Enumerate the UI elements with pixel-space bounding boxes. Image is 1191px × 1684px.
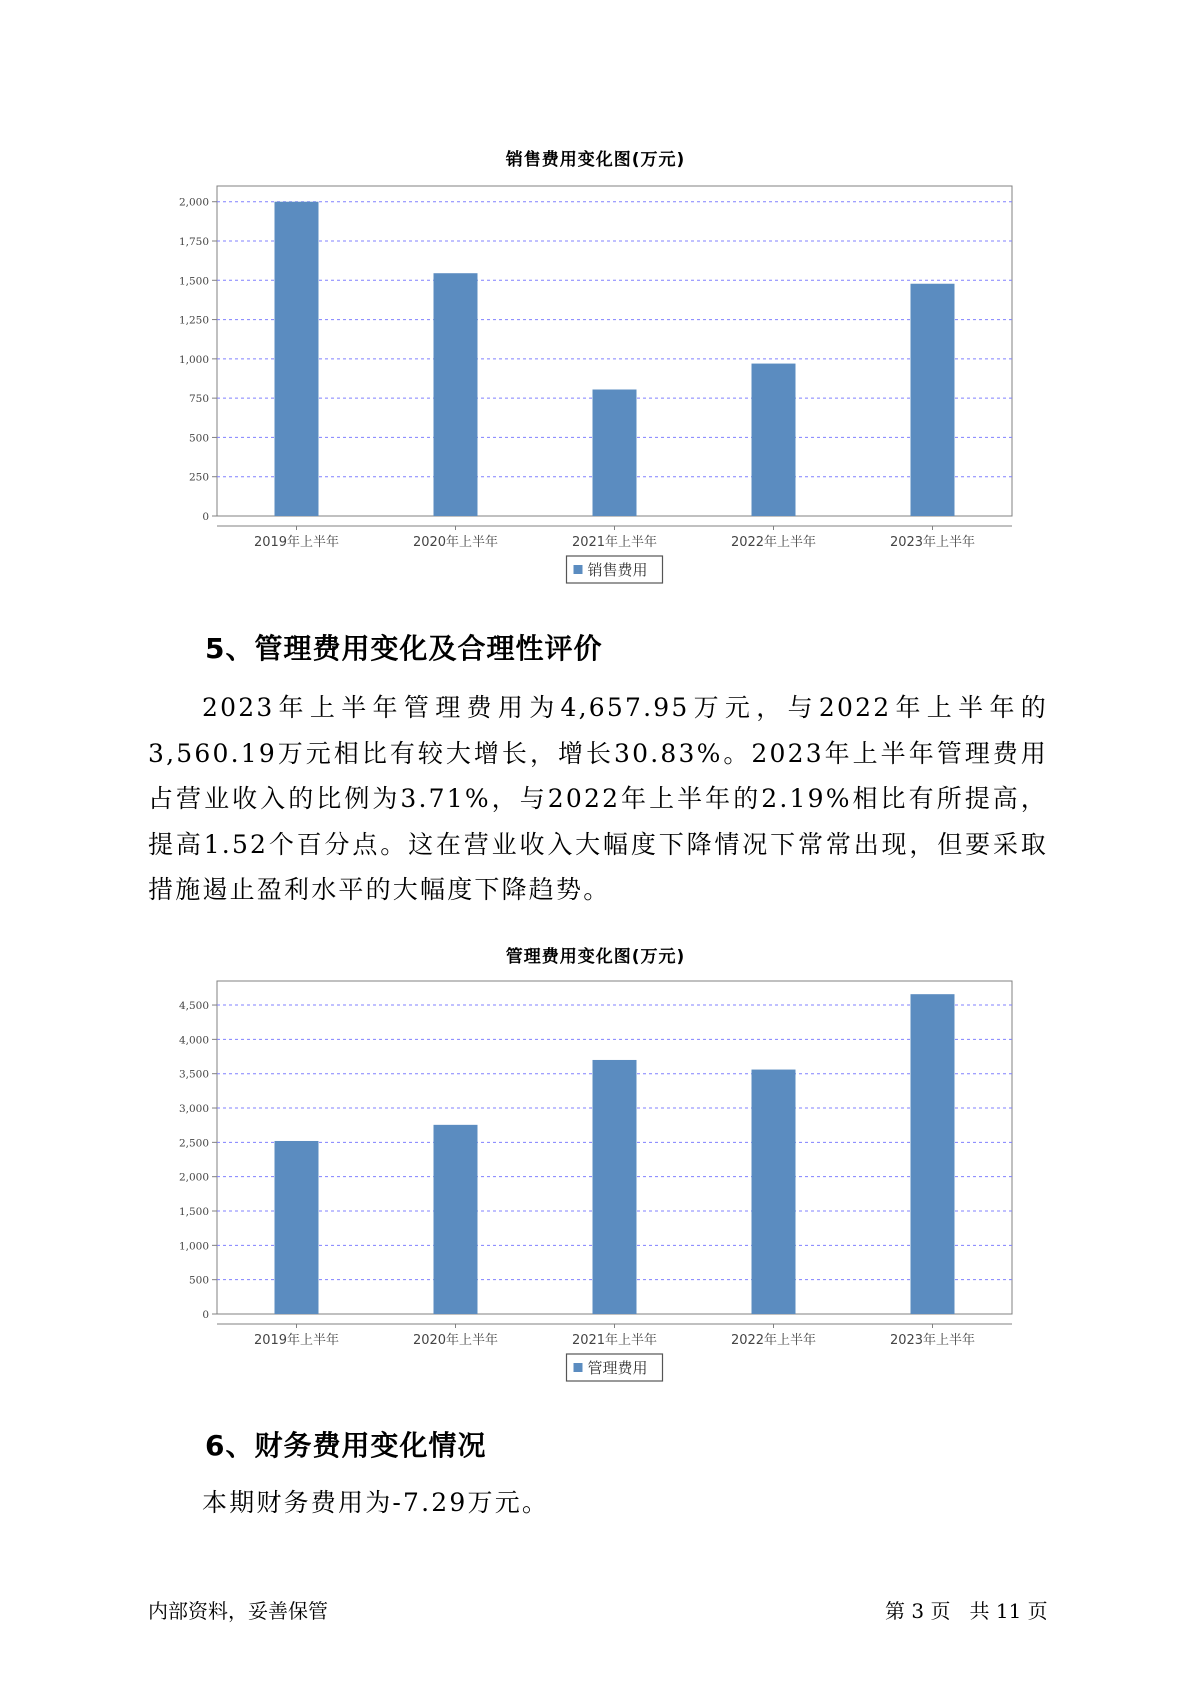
bar <box>275 1141 319 1314</box>
y-tick-label: 250 <box>188 471 209 484</box>
legend-swatch <box>574 565 583 574</box>
bar <box>911 284 955 516</box>
y-tick-label: 1,500 <box>178 1206 209 1219</box>
bar <box>752 364 796 516</box>
bar <box>752 1070 796 1314</box>
y-tick-label: 0 <box>202 511 209 523</box>
x-tick-label: 2021年上半年 <box>571 1333 658 1348</box>
sales-expense-chart <box>0 180 1191 600</box>
footer-page-number: 第 3 页 共 11 页 <box>885 1599 1048 1623</box>
bar <box>593 1060 637 1314</box>
section6-heading: 6、财务费用变化情况 <box>205 1429 487 1462</box>
x-tick-label: 2023年上半年 <box>889 535 976 550</box>
y-tick-label: 1,250 <box>178 314 209 327</box>
y-tick-label: 3,500 <box>178 1068 209 1081</box>
y-tick-label: 1,750 <box>178 236 209 248</box>
section5-heading: 5、管理费用变化及合理性评价 <box>205 632 603 665</box>
bar <box>911 994 955 1314</box>
y-tick-label: 1,000 <box>178 353 209 366</box>
x-tick-label: 2019年上半年 <box>253 1333 340 1348</box>
chart1-title: 销售费用变化图(万元) <box>505 150 686 170</box>
y-tick-label: 1,500 <box>178 275 209 288</box>
y-tick-label: 2,000 <box>178 196 209 209</box>
bar <box>593 390 637 517</box>
bar <box>275 202 319 516</box>
bar <box>434 1125 478 1314</box>
y-tick-label: 2,000 <box>178 1171 209 1184</box>
x-tick-label: 2019年上半年 <box>253 535 340 550</box>
x-tick-label: 2022年上半年 <box>730 535 817 550</box>
y-tick-label: 2,500 <box>178 1137 209 1150</box>
x-tick-label: 2023年上半年 <box>889 1333 976 1348</box>
y-tick-label: 500 <box>188 432 209 445</box>
footer-confidential: 内部资料，妥善保管 <box>148 1599 328 1623</box>
legend-label: 管理费用 <box>587 1359 648 1377</box>
x-tick-label: 2022年上半年 <box>730 1333 817 1348</box>
section6-paragraph: 本期财务费用为-7.29万元。 <box>202 1488 550 1517</box>
y-tick-label: 1,000 <box>178 1240 209 1253</box>
admin-expense-chart <box>0 975 1191 1395</box>
section5-paragraph: 2023年上半年管理费用为4,657.95万元，与2022年上半年的3,560.19万元相比有较大增长，增长30.83%。2023年上半年管理费用占营业收入的比例为3.71%，与2022年上半年的2.19%相比有所提高，提高1.52个百分点。这在营业收入大幅度下降情况下常常出现，但要采取措施遏止盈利水平的大幅度下降趋势。 <box>148 693 1048 904</box>
x-tick-label: 2020年上半年 <box>412 1333 499 1348</box>
legend-label: 销售费用 <box>587 561 648 579</box>
y-tick-label: 4,500 <box>178 1000 209 1013</box>
chart2-title: 管理费用变化图(万元) <box>505 947 686 967</box>
x-tick-label: 2021年上半年 <box>571 535 658 550</box>
legend-swatch <box>574 1363 583 1372</box>
bar <box>434 273 478 516</box>
y-tick-label: 0 <box>202 1309 209 1321</box>
y-tick-label: 3,000 <box>178 1103 209 1116</box>
y-tick-label: 500 <box>188 1274 209 1287</box>
y-tick-label: 750 <box>188 393 209 406</box>
x-tick-label: 2020年上半年 <box>412 535 499 550</box>
y-tick-label: 4,000 <box>178 1034 209 1047</box>
